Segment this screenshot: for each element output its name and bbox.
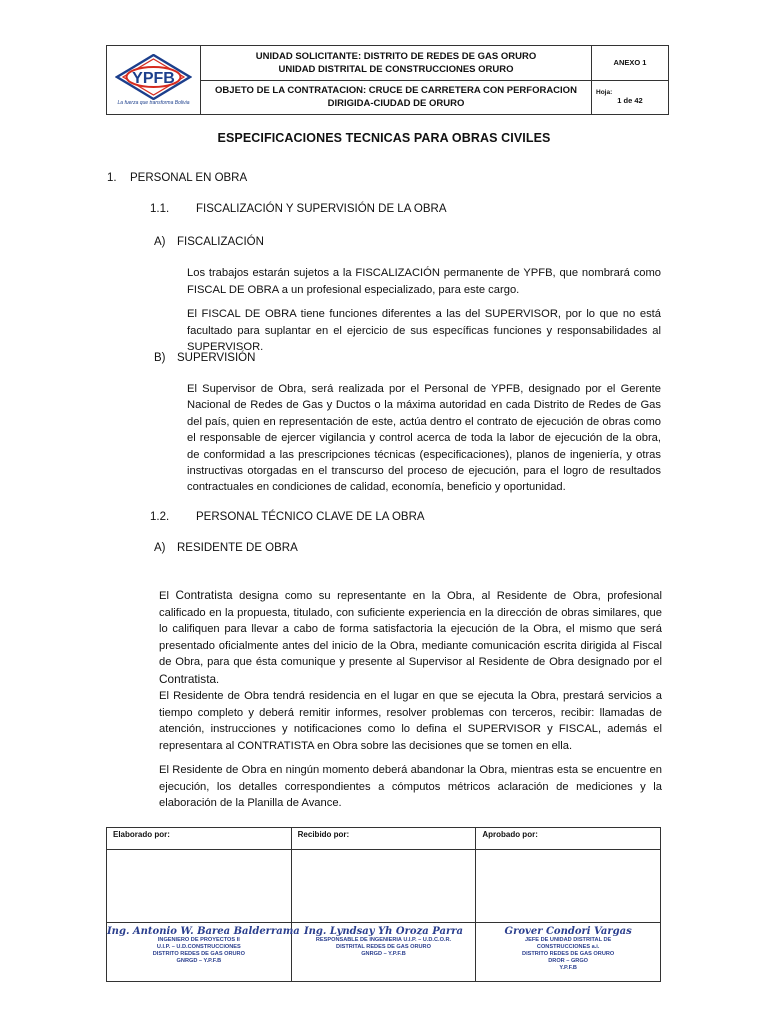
subsection-a-fiscalizacion-heading: [154, 236, 264, 248]
document-header: [106, 45, 669, 115]
signer-role: GNRGD – Y.P.F.B: [361, 951, 406, 957]
residente-paragraph-1: [159, 587, 662, 689]
contratista-term: Contratista: [159, 671, 217, 686]
aprobado-label: Aprobado por:: [476, 828, 661, 850]
hoja-cell: [592, 80, 669, 115]
logo-text: YPFB: [132, 70, 175, 87]
signer-role: JEFE DE UNIDAD DISTRITAL DE: [525, 937, 612, 943]
object-line-2: DIRIGIDA-CIUDAD DE ORURO: [327, 98, 465, 110]
section-number: B): [154, 352, 166, 364]
signer-role: DROR – GRGO: [548, 958, 589, 964]
subsection-a-residente-heading: [154, 542, 298, 554]
section-number: 1.: [107, 172, 117, 184]
elaborado-label: Elaborado por:: [107, 828, 292, 850]
residente-paragraph-2: El Residente de Obra tendrá residencia en el lugar en que se ejecuta la Obra, prestará servicios a tiempo completo y deberá remitir informes, resolver problemas con terceros, recibir: llamadas de atención, instrucciones y notificaciones como lo defina el SUPERVISOR y FISCAL, además el representara al CONTRATISTA en Obra sobre las decisiones que se tomen en ella.: [159, 690, 662, 752]
header-unit-cell: [201, 46, 592, 81]
section-number: 1.1.: [150, 203, 170, 215]
logo-cell: [107, 46, 201, 115]
section-label: SUPERVISIÓN: [177, 352, 256, 364]
fiscalizacion-paragraph-1: Los trabajos estarán sujetos a la FISCALIZACIÓN permanente de YPFB, que nombrará como FISCAL DE OBRA a un profesional especializado, para este cargo.: [187, 267, 661, 296]
recibido-label: Recibido por:: [291, 828, 476, 850]
signer-name: Grover Condori Vargas: [504, 926, 632, 937]
signer-role: GNRGD – Y.P.F.B: [176, 958, 222, 964]
ypfb-logo: [107, 46, 200, 114]
supervision-paragraph: El Supervisor de Obra, será realizada por el Personal de YPFB, designado por el Gerente Nacional de Redes de Gas y Ductos o la máxima autoridad en cada Distrito de Redes de Gas del país, quien en representación de este, actúa dentro el contrato de ejecución de obras como el responsable de ejercer vigilancia y control acerca de toda la labor de ejecución de la obra, de conformidad a las prescripciones técnicas (especificaciones), planos de ingeniería, y otras instructivas otorgadas en el transcurso del proceso de ejecución, para el logro de resultados contractuales en condiciones de calidad, economía, beneficio y oportunidad.: [187, 383, 661, 494]
recibido-stamp: [291, 923, 476, 982]
signature-space: [291, 850, 476, 923]
signer-role: DISTRITO REDES DE GAS ORURO: [522, 951, 615, 957]
signer-role: DISTRITO REDES DE GAS ORURO: [152, 951, 245, 957]
section-label: PERSONAL TÉCNICO CLAVE DE LA OBRA: [196, 511, 425, 523]
text-run: El: [159, 590, 176, 602]
section-1-heading: [107, 172, 247, 184]
signer-role: CONSTRUCCIONES a.i.: [536, 944, 600, 950]
signer-name: Ing. Antonio W. Barea Balderrama: [107, 926, 300, 937]
signature-space: [107, 850, 292, 923]
section-number: A): [154, 542, 166, 554]
header-line-1: UNIDAD SOLICITANTE: DISTRITO DE REDES DE GAS ORURO: [255, 50, 537, 62]
section-number: 1.2.: [150, 511, 170, 523]
subsection-b-supervision-heading: [154, 352, 255, 364]
hoja-value: 1 de 42: [617, 96, 643, 106]
fiscalizacion-paragraph-2: El FISCAL DE OBRA tiene funciones diferentes a las del SUPERVISOR, por lo que no está facultado para suplantar en el ejercicio de sus específicas funciones y responsabilidades al SUPERVISOR.: [187, 308, 661, 354]
signer-role: DISTRITAL REDES DE GAS ORURO: [336, 944, 431, 950]
section-label: RESIDENTE DE OBRA: [177, 542, 298, 554]
ypfb-logo-icon: [115, 54, 192, 100]
section-label: FISCALIZACIÓN: [177, 236, 264, 248]
residente-paragraph-3: El Residente de Obra en ningún momento deberá abandonar la Obra, mientras esta se encuentre en ejecución, los detalles correspondientes a cómputos métricos aclaración de mediciones y la elaboración de la Planilla de Avance.: [159, 764, 662, 810]
logo-tagline: La fuerza que transforma Bolivia: [117, 100, 190, 106]
signer-role: U.I.P. – U.D.CONSTRUCCIONES: [156, 944, 241, 950]
signature-table: [106, 827, 661, 982]
signer-role: Y.P.F.B: [559, 965, 577, 971]
section-1-2-heading: [150, 511, 425, 523]
document-title: ESPECIFICACIONES TECNICAS PARA OBRAS CIVILES: [217, 131, 551, 145]
signer-name: Ing. Lyndsay Yh Oroza Parra: [303, 926, 463, 937]
section-label: PERSONAL EN OBRA: [130, 172, 248, 184]
section-1-1-heading: [150, 203, 447, 215]
object-line-1: OBJETO DE LA CONTRATACION: CRUCE DE CARRETERA CON PERFORACION: [215, 85, 577, 97]
text-run: .: [216, 673, 220, 686]
signer-role: RESPONSABLE DE INGENIERIA U.I.P. – U.D.C.O.R.: [315, 937, 452, 943]
section-number: A): [154, 236, 166, 248]
elaborado-stamp: [107, 923, 300, 982]
anexo-label: ANEXO 1: [592, 46, 669, 81]
contratista-term: Contratista: [175, 588, 233, 602]
text-run: designa como su representante en la Obra, al Residente de Obra, profesional calificado en la propuesta, titulado, con suficiente experiencia en la dirección de obras similares, que lo califiquen para llevar a cabo de forma satisfactoria la ejecución de la Obra, el mismo que será presentado oficialmente antes del inicio de la Obra, mediante comunicación escrita dirigida al Fiscal de Obra, para que ésta comunique y presente al Supervisor al Residente de Obra designado por el: [159, 590, 662, 669]
signer-role: INGENIERO DE PROYECTOS II: [157, 937, 240, 943]
header-line-2: UNIDAD DISTRITAL DE CONSTRUCCIONES ORURO: [278, 63, 514, 75]
hoja-label: Hoja:: [596, 89, 613, 97]
section-label: FISCALIZACIÓN Y SUPERVISIÓN DE LA OBRA: [196, 203, 447, 215]
signature-space: [476, 850, 661, 923]
aprobado-stamp: [476, 923, 661, 982]
header-object-cell: [201, 80, 592, 115]
